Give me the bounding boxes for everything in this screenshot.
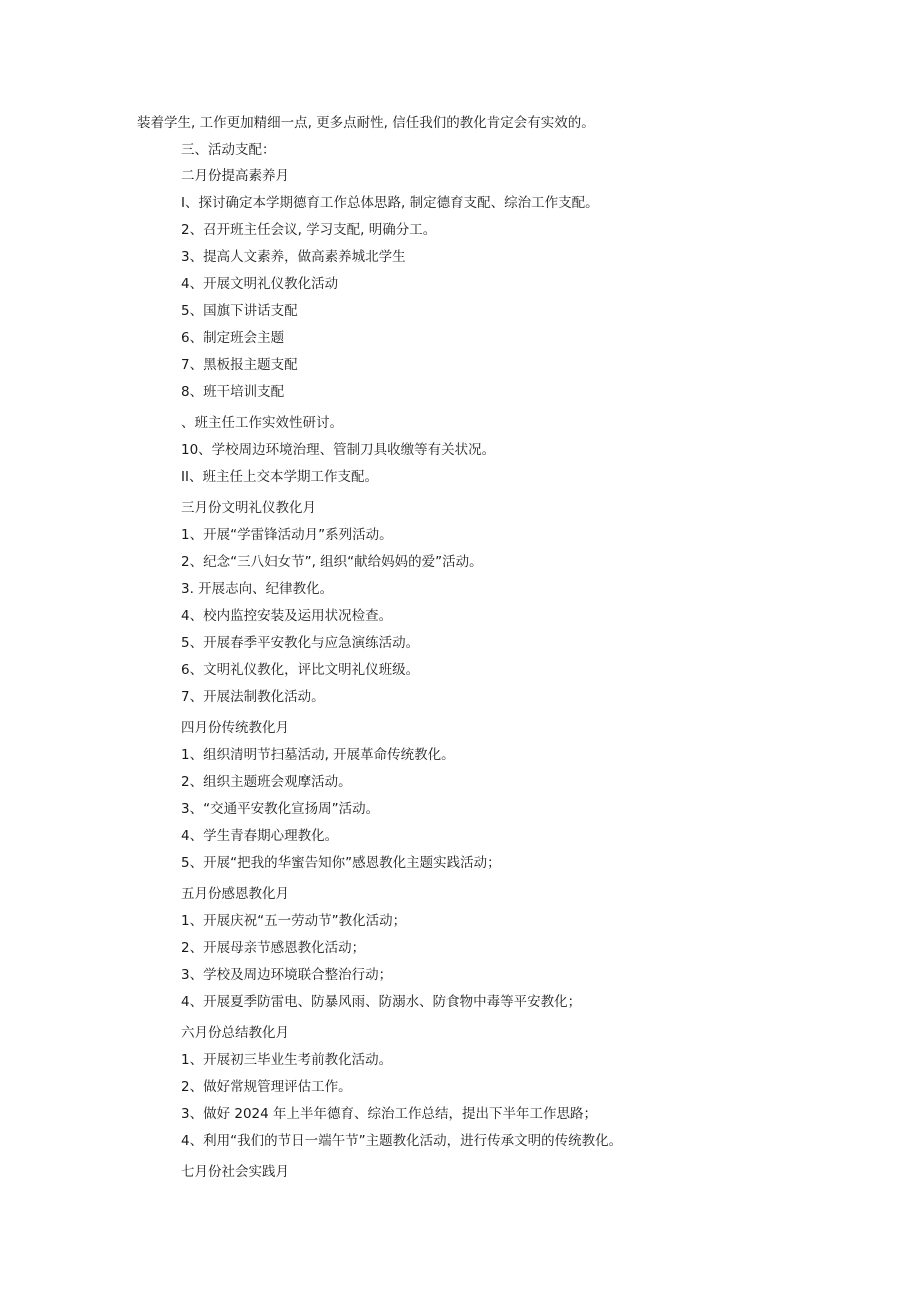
list-item: 1、开展“学雷锋活动月”系列活动。: [181, 527, 393, 543]
month-title-mar: 三月份文明礼仪教化月: [181, 500, 316, 516]
intro-line: 装着学生, 工作更加精细一点, 更多点耐性, 信任我们的教化肯定会有实效的。: [137, 115, 595, 131]
list-item: 8、班干培训支配: [181, 384, 285, 400]
list-item: 3、提高人文素养，做高素养城北学生: [181, 249, 406, 265]
list-item: 3、“交通平安教化宣扬周”活动。: [181, 801, 380, 817]
list-item: I、探讨确定本学期德育工作总体思路, 制定德育支配、综治工作支配。: [181, 195, 599, 211]
section-heading: 三、活动支配：: [181, 142, 276, 158]
list-item: 6、文明礼仪教化，评比文明礼仪班级。: [181, 662, 420, 678]
month-title-jun: 六月份总结教化月: [181, 1025, 289, 1041]
list-item: 3. 开展志向、纪律教化。: [181, 581, 334, 597]
list-item: 2、开展母亲节感恩教化活动；: [181, 940, 366, 956]
list-item: 5、国旗下讲话支配: [181, 303, 298, 319]
list-item: 4、利用“我们的节日一端午节”主题教化活动，进行传承文明的传统教化。: [181, 1133, 623, 1149]
list-item: 5、开展春季平安教化与应急演练活动。: [181, 635, 420, 651]
list-item: 4、校内监控安装及运用状况检查。: [181, 608, 393, 624]
list-item: 4、开展夏季防雷电、防暴风雨、防溺水、防食物中毒等平安教化；: [181, 994, 582, 1010]
list-item: 1、组织清明节扫墓活动, 开展革命传统教化。: [181, 747, 455, 763]
list-item: II、班主任上交本学期工作支配。: [181, 469, 378, 485]
list-item: 2、组织主题班会观摩活动。: [181, 774, 352, 790]
month-title-apr: 四月份传统教化月: [181, 720, 289, 736]
list-item: 2、召开班主任会议, 学习支配, 明确分工。: [181, 222, 437, 238]
list-item: 1、开展庆祝“五一劳动节”教化活动；: [181, 913, 407, 929]
month-title-jul: 七月份社会实践月: [181, 1164, 289, 1180]
list-item: 3、学校及周边环境联合整治行动；: [181, 967, 393, 983]
list-item: 7、黑板报主题支配: [181, 357, 298, 373]
month-title-may: 五月份感恩教化月: [181, 886, 289, 902]
list-item: 4、学生青春期心理教化。: [181, 828, 339, 844]
list-item: 7、开展法制教化活动。: [181, 689, 325, 705]
list-item: 3、做好 2024 年上半年德育、综治工作总结，提出下半年工作思路；: [181, 1106, 598, 1122]
list-item: 1、开展初三毕业生考前教化活动。: [181, 1052, 393, 1068]
list-item: 10、学校周边环境治理、管制刀具收缴等有关状况。: [181, 442, 496, 458]
list-item: 、班主任工作实效性研讨。: [181, 415, 343, 431]
list-item: 5、开展“把我的华蜜告知你”感恩教化主题实践活动；: [181, 855, 501, 871]
month-title-feb: 二月份提高素养月: [181, 168, 289, 184]
list-item: 6、制定班会主题: [181, 330, 285, 346]
list-item: 2、做好常规管理评估工作。: [181, 1079, 352, 1095]
list-item: 2、纪念“三八妇女节”, 组织“献给妈妈的爱”活动。: [181, 554, 483, 570]
list-item: 4、开展文明礼仪教化活动: [181, 276, 339, 292]
